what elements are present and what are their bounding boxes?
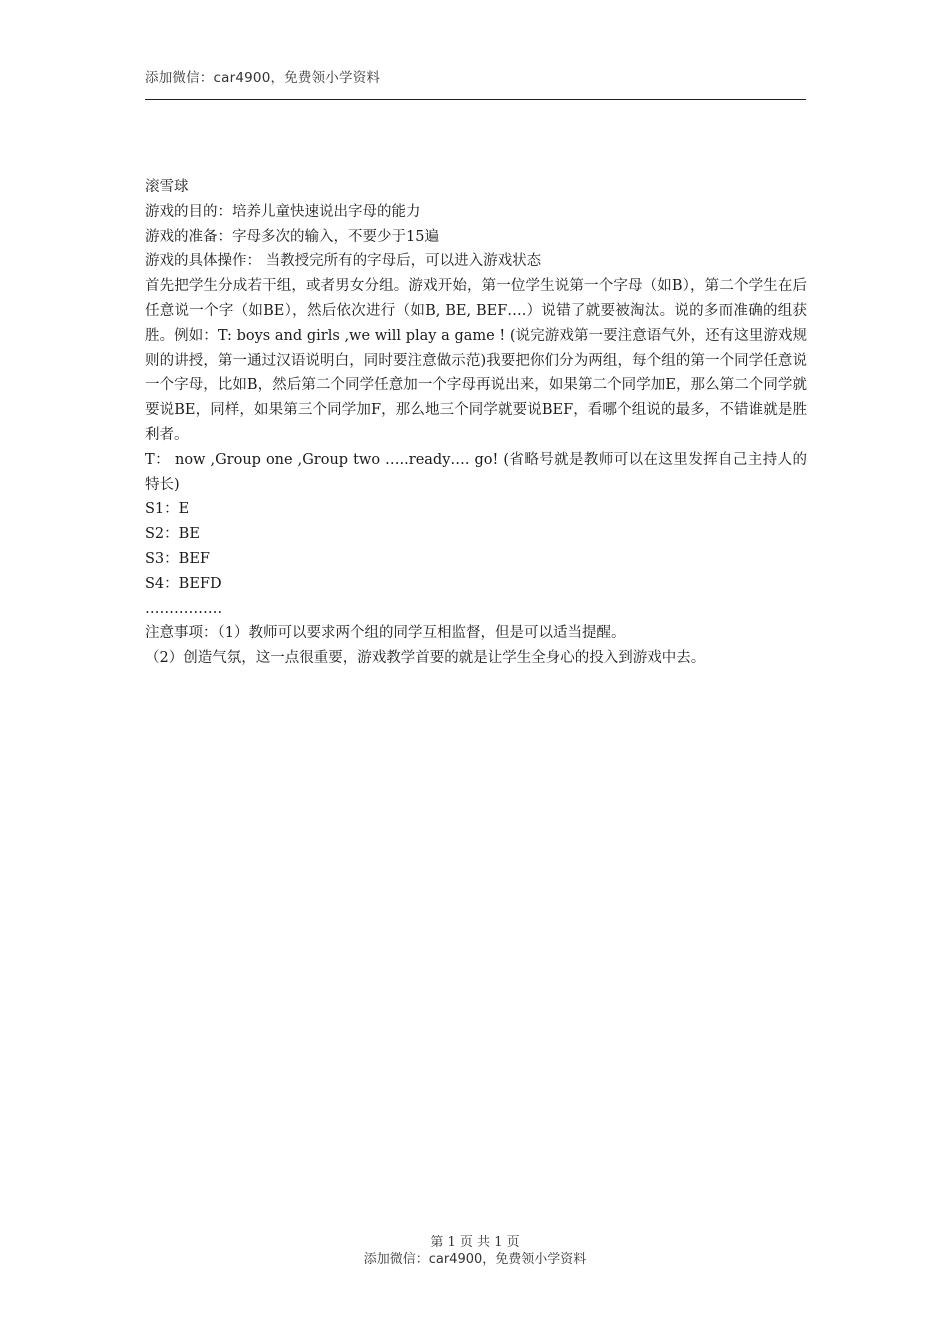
student-line-s2: S2：BE: [145, 526, 200, 543]
header-divider: [145, 99, 806, 100]
note-item-2: （2）创造气氛，这一点很重要，游戏教学首要的就是让学生全身心的投入到游戏中去。: [145, 650, 706, 667]
game-title: 滚雪球: [145, 179, 189, 195]
note-item-1: 注意事项：（1）教师可以要求两个组的同学互相监督，但是可以适当提醒。: [145, 625, 626, 642]
teacher-line: T： now ,Group one ,Group two …..ready…. go! (省略号就是教师可以在这里发挥自己主持人的特长): [145, 451, 807, 493]
student-line-s1: S1：E: [145, 501, 190, 518]
page-header: 添加微信：car4900，免费领小学资料: [145, 70, 381, 86]
document-body: [145, 175, 807, 671]
game-preparation: 游戏的准备：字母多次的输入，不要少于15遍: [145, 228, 439, 245]
game-goal: 游戏的目的：培养儿童快速说出字母的能力: [145, 203, 421, 220]
student-line-s3: S3：BEF: [145, 550, 210, 567]
ellipsis-line: …………….: [145, 600, 223, 617]
student-line-s4: S4：BEFD: [145, 575, 222, 592]
game-instructions-paragraph: 首先把学生分成若干组，或者男女分组。游戏开始，第一位学生说第一个字母（如B），第二个学生在后任意说一个字（如BE），然后依次进行（如B, BE, BEF….）说错了就要被淘汰。说的多而准确的组获胜。例如：T: boys and girls ,we will play a game ! (说完游戏第一要注意语气外，还有这里游戏规则的讲授，第一通过汉语说明白，同时要注意做示范)我要把你们分为两组，每个组的第一个同学任意说一个字母，比如B，然后第二个同学任意加一个字母再说出来，如果第二个同学加E，那么第二个同学就要说BE，同样，如果第三个同学加F，那么地三个同学就要说BEF，看哪个组说的最多，不错谁就是胜利者。: [145, 278, 807, 443]
page-footer: 添加微信：car4900，免费领小学资料: [363, 1252, 587, 1267]
game-operation: 游戏的具体操作： 当教授完所有的字母后，可以进入游戏状态: [145, 253, 542, 270]
page-number: 第 1 页 共 1 页: [430, 1235, 520, 1250]
